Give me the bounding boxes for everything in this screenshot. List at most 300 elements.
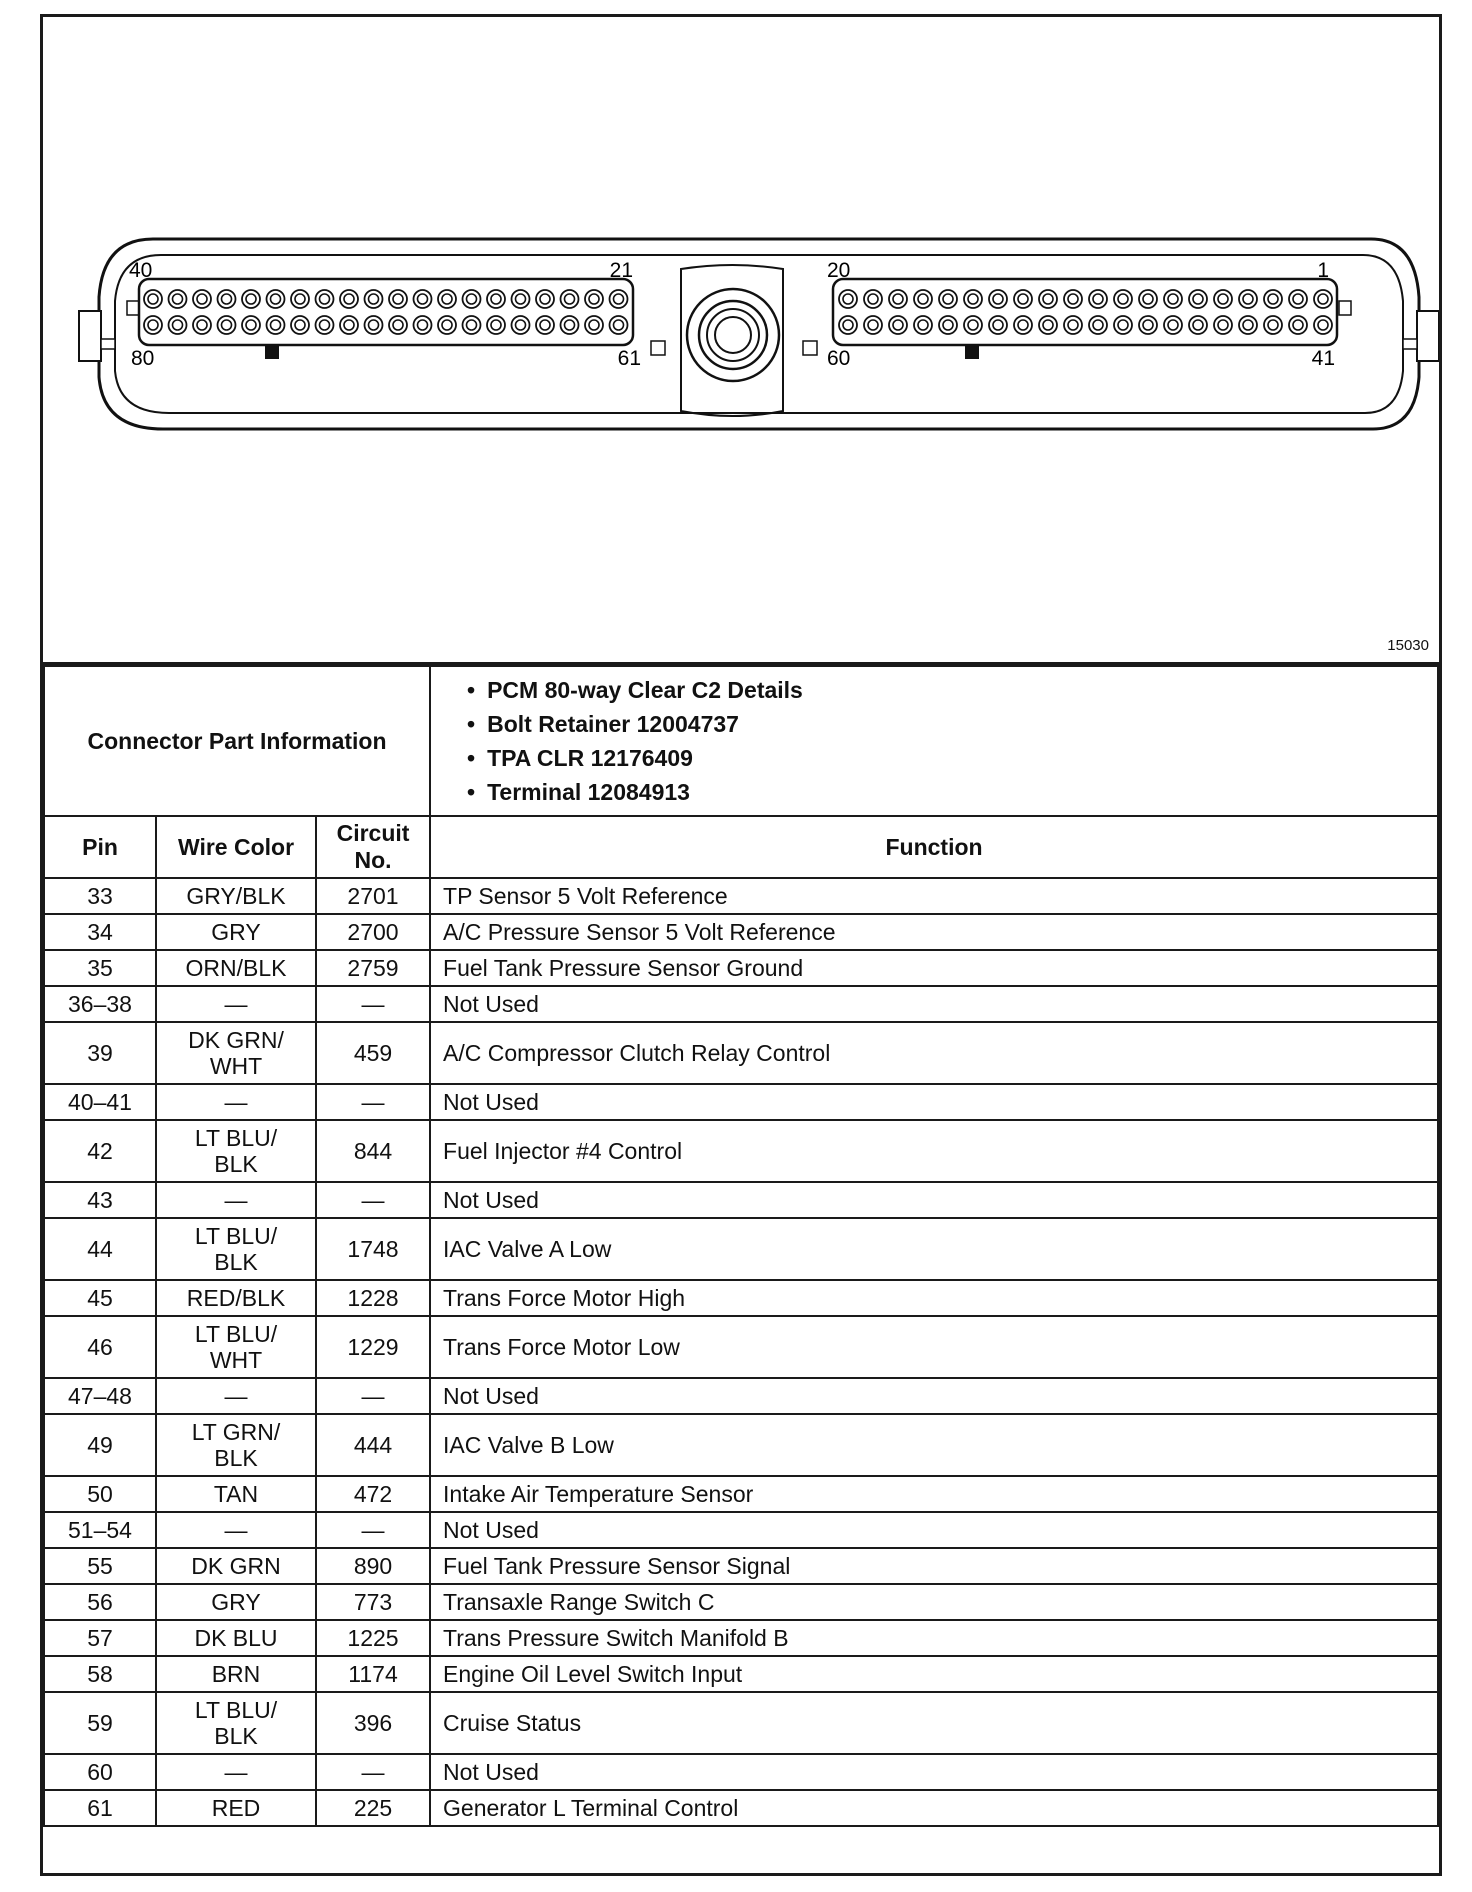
wire-color-text: — [224, 1186, 248, 1213]
pin-cavity [993, 320, 1003, 330]
pin-cavity [839, 316, 857, 334]
pin-cavity [193, 316, 211, 334]
pin-label-20: 20 [827, 259, 851, 282]
wire-color-text: LT BLU/ [194, 1223, 278, 1249]
pin-cavity [1193, 294, 1203, 304]
pin-cavity [267, 290, 285, 308]
pin-cavity [536, 290, 554, 308]
pin-cavity [218, 316, 236, 334]
pin-cavity [1064, 290, 1082, 308]
pin-cell: 58 [44, 1656, 156, 1692]
pin-cell: 33 [44, 878, 156, 914]
wire-color-text: DK BLU [194, 1624, 278, 1651]
pin-cavity [218, 290, 236, 308]
pin-cavity [1214, 316, 1232, 334]
part-info-details [430, 666, 1438, 816]
pin-cavity [173, 294, 183, 304]
pin-cavity [540, 294, 550, 304]
wire-color-cell [156, 1620, 316, 1656]
pin-cavity [968, 320, 978, 330]
pin-cavity [369, 320, 379, 330]
pin-cavity [1068, 320, 1078, 330]
pin-cell: 60 [44, 1754, 156, 1790]
function-cell: Cruise Status [430, 1692, 1438, 1754]
part-info-label: Connector Part Information [44, 666, 430, 816]
pin-cavity [512, 316, 530, 334]
pin-label-41: 41 [1311, 347, 1335, 370]
wire-color-cell [156, 1754, 316, 1790]
pin-cavity [144, 290, 162, 308]
wire-color-cell [156, 986, 316, 1022]
pin-cavity [144, 316, 162, 334]
circuit-cell: 396 [316, 1692, 430, 1754]
function-cell: Fuel Tank Pressure Sensor Signal [430, 1548, 1438, 1584]
pin-cavity [1018, 294, 1028, 304]
pin-cavity [197, 294, 207, 304]
pin-cavity [169, 290, 187, 308]
header-pin: Pin [44, 816, 156, 878]
wire-color-text: BLK [214, 1151, 258, 1177]
pin-cavity [1218, 320, 1228, 330]
pin-cavity [291, 316, 309, 334]
pin-cavity [1064, 316, 1082, 334]
right-pin-cavities [839, 290, 1332, 334]
circuit-cell: 459 [316, 1022, 430, 1084]
circuit-cell: — [316, 986, 430, 1022]
pin-cavity [271, 294, 281, 304]
pin-cavity [1014, 316, 1032, 334]
pin-cell: 36–38 [44, 986, 156, 1022]
pin-cavity [516, 320, 526, 330]
table-row [44, 1378, 1438, 1414]
table-row [44, 878, 1438, 914]
figure-id: 15030 [1387, 637, 1429, 654]
wire-color-cell [156, 1084, 316, 1120]
pin-cell: 51–54 [44, 1512, 156, 1548]
wire-color-cell [156, 1120, 316, 1182]
circuit-cell: — [316, 1182, 430, 1218]
wire-color-cell [156, 1548, 316, 1584]
table-row [44, 914, 1438, 950]
left-pin-cavities [144, 290, 628, 334]
pin-cavity [487, 316, 505, 334]
pin-cavity [1039, 290, 1057, 308]
circuit-cell: 1174 [316, 1656, 430, 1692]
pin-cavity [267, 316, 285, 334]
pin-cell: 45 [44, 1280, 156, 1316]
pin-label-1: 1 [1317, 259, 1329, 282]
wire-color-cell [156, 1022, 316, 1084]
pin-cell: 34 [44, 914, 156, 950]
pin-cavity [1168, 294, 1178, 304]
wire-color-cell [156, 1414, 316, 1476]
table-row [44, 1692, 1438, 1754]
pin-cavity [442, 294, 452, 304]
pin-cavity [989, 316, 1007, 334]
pin-cavity [291, 290, 309, 308]
pin-cavity [344, 320, 354, 330]
pin-cavity [1218, 294, 1228, 304]
wire-color-text: TAN [213, 1480, 259, 1507]
pin-cavity [1043, 294, 1053, 304]
table-row [44, 1280, 1438, 1316]
wire-color-cell [156, 914, 316, 950]
function-cell: Not Used [430, 1754, 1438, 1790]
pin-cavity [320, 294, 330, 304]
right-latch-tab [1403, 339, 1417, 349]
wire-color-cell [156, 1692, 316, 1754]
pin-cell: 55 [44, 1548, 156, 1584]
pin-cavity [418, 294, 428, 304]
pin-cavity [463, 316, 481, 334]
circuit-cell: 225 [316, 1790, 430, 1826]
table-row [44, 1584, 1438, 1620]
part-info-item: • Terminal 12084913 [467, 775, 1437, 809]
pin-cavity [1143, 320, 1153, 330]
pin-cavity [463, 290, 481, 308]
right-key-square [1339, 301, 1351, 315]
circuit-cell: 844 [316, 1120, 430, 1182]
pin-cavity [561, 316, 579, 334]
wire-color-cell [156, 1280, 316, 1316]
pin-cavity [893, 294, 903, 304]
pin-cavity [148, 294, 158, 304]
pin-cavity [246, 294, 256, 304]
pin-cavity [589, 320, 599, 330]
pin-cavity [968, 294, 978, 304]
pin-cavity [1118, 320, 1128, 330]
pin-cavity [1164, 290, 1182, 308]
function-cell: Trans Force Motor Low [430, 1316, 1438, 1378]
pin-cell: 47–48 [44, 1378, 156, 1414]
pin-cavity [222, 320, 232, 330]
pin-cavity [585, 290, 603, 308]
wire-color-cell [156, 1656, 316, 1692]
pin-cell: 44 [44, 1218, 156, 1280]
pin-cavity [1268, 320, 1278, 330]
wire-color-text: RED/BLK [186, 1284, 286, 1311]
wire-color-text: GRY/BLK [186, 882, 286, 909]
pin-cavity [939, 290, 957, 308]
pin-cavity [585, 316, 603, 334]
function-cell: IAC Valve A Low [430, 1218, 1438, 1280]
header-function: Function [430, 816, 1438, 878]
pin-cavity [1168, 320, 1178, 330]
circuit-cell: 2701 [316, 878, 430, 914]
header-circuit-no [316, 816, 430, 878]
pin-cavity [918, 320, 928, 330]
connector-drawing [43, 17, 1439, 662]
pin-cavity [316, 290, 334, 308]
pin-cavity [993, 294, 1003, 304]
circuit-cell: 472 [316, 1476, 430, 1512]
table-row [44, 1084, 1438, 1120]
pin-cavity [1239, 316, 1257, 334]
pin-cavity [222, 294, 232, 304]
part-info-item: • Bolt Retainer 12004737 [467, 707, 1437, 741]
pin-cell: 57 [44, 1620, 156, 1656]
function-cell: Generator L Terminal Control [430, 1790, 1438, 1826]
table-row [44, 1656, 1438, 1692]
left-pin-block [139, 279, 633, 345]
pin-cavity [889, 290, 907, 308]
pin-cell: 43 [44, 1182, 156, 1218]
pin-cavity [1243, 320, 1253, 330]
pin-cavity [173, 320, 183, 330]
pin-label-40: 40 [129, 259, 153, 282]
pin-cavity [365, 290, 383, 308]
right-pin-block [833, 279, 1337, 345]
pin-cavity [864, 290, 882, 308]
function-cell: Not Used [430, 986, 1438, 1022]
wire-color-text: LT GRN/ [191, 1419, 281, 1445]
function-cell: Fuel Tank Pressure Sensor Ground [430, 950, 1438, 986]
document-sheet [40, 14, 1442, 1876]
table-row [44, 1620, 1438, 1656]
wire-color-cell [156, 1218, 316, 1280]
table-row [44, 1022, 1438, 1084]
pin-cavity [1118, 294, 1128, 304]
pin-cavity [1114, 316, 1132, 334]
wire-color-text: — [224, 1382, 248, 1409]
wire-color-cell [156, 950, 316, 986]
right-polarization-key [965, 345, 979, 359]
pin-cavity [561, 290, 579, 308]
circuit-cell: 2700 [316, 914, 430, 950]
pin-cavity [467, 320, 477, 330]
pin-cavity [320, 320, 330, 330]
wire-color-cell [156, 1584, 316, 1620]
pin-cavity [839, 290, 857, 308]
pin-cavity [1089, 316, 1107, 334]
function-cell: Trans Pressure Switch Manifold B [430, 1620, 1438, 1656]
pin-cavity [565, 294, 575, 304]
function-cell: Intake Air Temperature Sensor [430, 1476, 1438, 1512]
pin-cavity [442, 320, 452, 330]
pin-cavity [365, 316, 383, 334]
pin-cell: 56 [44, 1584, 156, 1620]
function-cell: A/C Compressor Clutch Relay Control [430, 1022, 1438, 1084]
pin-cavity [1293, 320, 1303, 330]
pin-cavity [1318, 294, 1328, 304]
wire-color-text: LT BLU/ [194, 1697, 278, 1723]
table-row [44, 1512, 1438, 1548]
pin-cavity [1193, 320, 1203, 330]
pin-cavity [414, 316, 432, 334]
left-polarization-key [265, 345, 279, 359]
circuit-cell: — [316, 1378, 430, 1414]
pin-cavity [316, 316, 334, 334]
pin-cavity [1093, 320, 1103, 330]
part-info-list [431, 667, 1437, 815]
pin-cavity [1264, 316, 1282, 334]
function-cell: IAC Valve B Low [430, 1414, 1438, 1476]
pin-cavity [614, 294, 624, 304]
table-row [44, 1414, 1438, 1476]
table-row [44, 1182, 1438, 1218]
function-cell: Not Used [430, 1084, 1438, 1120]
bolt-ring-outer [687, 289, 779, 381]
wire-color-text: GRY [211, 918, 261, 945]
pin-cavity [589, 294, 599, 304]
pin-cavity [1314, 290, 1332, 308]
pin-cavity [516, 294, 526, 304]
pin-cavity [242, 290, 260, 308]
wire-color-text: WHT [209, 1347, 263, 1373]
pin-cavity [1164, 316, 1182, 334]
pin-cavity [242, 316, 260, 334]
function-cell: Transaxle Range Switch C [430, 1584, 1438, 1620]
function-cell: Not Used [430, 1512, 1438, 1548]
right-latch [1417, 311, 1439, 361]
wire-color-text: BRN [211, 1660, 261, 1687]
pin-cavity [536, 316, 554, 334]
pin-cavity [864, 316, 882, 334]
pin-cavity [487, 290, 505, 308]
pin-cavity [868, 294, 878, 304]
pin-cavity [1139, 316, 1157, 334]
pin-cavity [964, 290, 982, 308]
table-row [44, 1316, 1438, 1378]
header-circuit-line2: No. [354, 847, 392, 873]
pin-cavity [1243, 294, 1253, 304]
pin-cell: 50 [44, 1476, 156, 1512]
pin-label-80: 80 [131, 347, 155, 370]
pin-cavity [1043, 320, 1053, 330]
pin-cavity [271, 320, 281, 330]
wire-color-cell [156, 1790, 316, 1826]
circuit-cell: 1225 [316, 1620, 430, 1656]
pinout-table [43, 665, 1439, 1827]
pin-cavity [540, 320, 550, 330]
pin-cavity [1189, 290, 1207, 308]
circuit-cell: 2759 [316, 950, 430, 986]
table-row [44, 1218, 1438, 1280]
pin-cavity [1139, 290, 1157, 308]
wire-color-text: — [224, 990, 248, 1017]
wire-color-cell [156, 878, 316, 914]
part-info-item: • PCM 80-way Clear C2 Details [467, 673, 1437, 707]
pin-cell: 40–41 [44, 1084, 156, 1120]
circuit-cell: — [316, 1512, 430, 1548]
circuit-cell: 1229 [316, 1316, 430, 1378]
header-circuit-line1: Circuit [336, 820, 410, 846]
pin-cavity [344, 294, 354, 304]
left-key-square [127, 301, 139, 315]
pin-cavity [418, 320, 428, 330]
pin-cavity [1293, 294, 1303, 304]
table-row [44, 950, 1438, 986]
pin-cavity [889, 316, 907, 334]
pin-cavity [340, 290, 358, 308]
function-cell: TP Sensor 5 Volt Reference [430, 878, 1438, 914]
wire-color-text: — [224, 1088, 248, 1115]
table-row [44, 1790, 1438, 1826]
pin-label-21: 21 [609, 259, 633, 282]
pin-cavity [193, 290, 211, 308]
circuit-cell: 1748 [316, 1218, 430, 1280]
wire-color-text: DK GRN [191, 1552, 281, 1579]
pin-cavity [1114, 290, 1132, 308]
pin-cavity [467, 294, 477, 304]
wire-color-cell [156, 1378, 316, 1414]
pin-cavity [1289, 290, 1307, 308]
table-header-row [44, 816, 1438, 878]
left-latch [79, 311, 101, 361]
wire-color-text: — [224, 1758, 248, 1785]
pin-label-60: 60 [827, 347, 851, 370]
pin-cell: 39 [44, 1022, 156, 1084]
pin-cavity [414, 290, 432, 308]
wire-color-text: — [224, 1516, 248, 1543]
header-wire-color: Wire Color [156, 816, 316, 878]
pin-cavity [369, 294, 379, 304]
pin-cavity [1089, 290, 1107, 308]
pin-cavity [610, 290, 628, 308]
pin-cavity [565, 320, 575, 330]
pin-cavity [1318, 320, 1328, 330]
pin-cavity [295, 320, 305, 330]
pin-cavity [1018, 320, 1028, 330]
pin-cavity [512, 290, 530, 308]
pin-cavity [438, 316, 456, 334]
table-row [44, 1476, 1438, 1512]
part-info-item: • TPA CLR 12176409 [467, 741, 1437, 775]
pin-cell: 35 [44, 950, 156, 986]
pin-cavity [610, 316, 628, 334]
pin-label-61: 61 [617, 347, 641, 370]
pin-cavity [914, 290, 932, 308]
pin-cavity [843, 320, 853, 330]
bolt-ring-mid [699, 301, 767, 369]
pin-cavity [843, 294, 853, 304]
wire-color-text: WHT [209, 1053, 263, 1079]
wire-color-text: ORN/BLK [185, 954, 287, 981]
pin-cavity [1068, 294, 1078, 304]
pin-cavity [1143, 294, 1153, 304]
circuit-cell: 890 [316, 1548, 430, 1584]
pin-cavity [340, 316, 358, 334]
pin-cavity [939, 316, 957, 334]
pin-cavity [1039, 316, 1057, 334]
pin-cavity [868, 320, 878, 330]
pin-cavity [393, 294, 403, 304]
function-cell: Trans Force Motor High [430, 1280, 1438, 1316]
wire-color-cell [156, 1476, 316, 1512]
pin-cavity [614, 320, 624, 330]
function-cell: Engine Oil Level Switch Input [430, 1656, 1438, 1692]
circuit-cell: 773 [316, 1584, 430, 1620]
pin-cell: 42 [44, 1120, 156, 1182]
wire-color-text: BLK [214, 1445, 258, 1471]
function-cell: A/C Pressure Sensor 5 Volt Reference [430, 914, 1438, 950]
table-row [44, 1754, 1438, 1790]
pin-cavity [1189, 316, 1207, 334]
pin-cavity [491, 294, 501, 304]
pin-cavity [197, 320, 207, 330]
left-latch-tab [101, 339, 115, 349]
right-inner-key-square [803, 341, 817, 355]
pin-cavity [295, 294, 305, 304]
function-cell: Fuel Injector #4 Control [430, 1120, 1438, 1182]
pin-cavity [389, 290, 407, 308]
wire-color-cell [156, 1316, 316, 1378]
pin-cavity [169, 316, 187, 334]
wire-color-text: LT BLU/ [194, 1321, 278, 1347]
pin-cavity [1014, 290, 1032, 308]
pin-cavity [438, 290, 456, 308]
wire-color-text: BLK [214, 1249, 258, 1275]
